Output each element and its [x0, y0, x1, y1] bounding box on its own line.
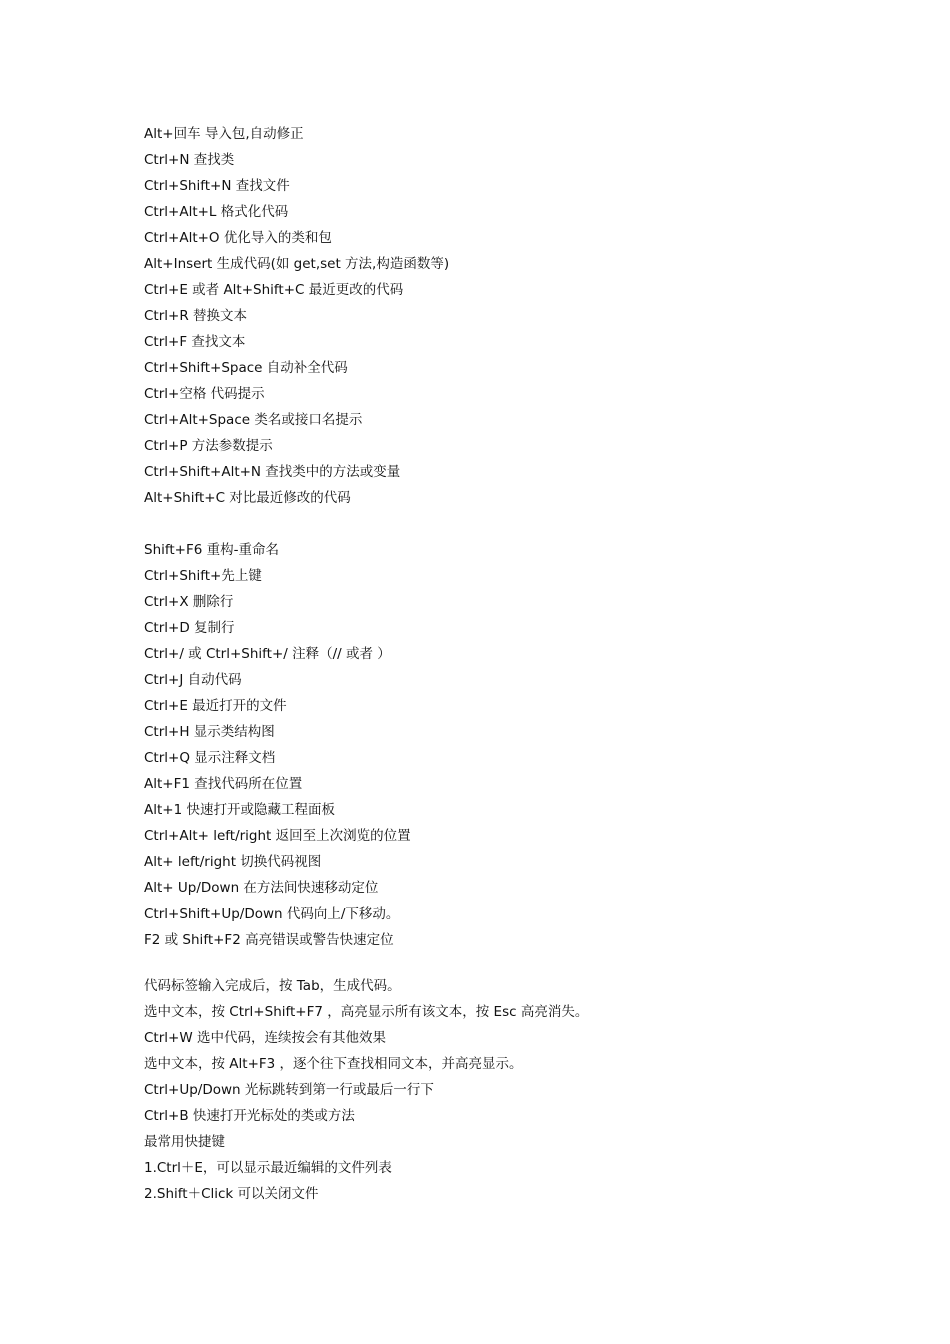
shortcut-line: Ctrl+E 或者 Alt+Shift+C 最近更改的代码 [144, 282, 404, 298]
shortcut-line: Alt+1 快速打开或隐藏工程面板 [144, 802, 335, 818]
shortcut-line: Ctrl+Q 显示注释文档 [144, 750, 276, 766]
shortcut-line: Ctrl+P 方法参数提示 [144, 438, 273, 454]
shortcut-line: Ctrl+Alt+ left/right 返回至上次浏览的位置 [144, 828, 411, 844]
shortcut-line: Ctrl+空格 代码提示 [144, 386, 265, 402]
shortcut-line: 选中文本，按 Ctrl+Shift+F7 ，高亮显示所有该文本，按 Esc 高亮消失。 [144, 1004, 589, 1020]
shortcut-line: Ctrl+Shift+Up/Down 代码向上/下移动。 [144, 906, 400, 922]
shortcut-line: Alt+回车 导入包,自动修正 [144, 126, 304, 142]
shortcut-line: Ctrl+Alt+Space 类名或接口名提示 [144, 412, 363, 428]
shortcut-line: Ctrl+D 复制行 [144, 620, 235, 636]
section-spacer [144, 953, 864, 973]
shortcut-line: 代码标签输入完成后，按 Tab，生成代码。 [144, 978, 401, 994]
shortcut-line: Alt+F1 查找代码所在位置 [144, 776, 303, 792]
shortcut-line: Alt+ left/right 切换代码视图 [144, 854, 322, 870]
shortcut-line: Ctrl+Alt+O 优化导入的类和包 [144, 230, 332, 246]
shortcut-line: F2 或 Shift+F2 高亮错误或警告快速定位 [144, 932, 394, 948]
shortcut-line: Ctrl+Shift+N 查找文件 [144, 178, 290, 194]
shortcut-line: 2.Shift＋Click 可以关闭文件 [144, 1186, 319, 1202]
shortcut-line: Ctrl+Shift+Alt+N 查找类中的方法或变量 [144, 464, 401, 480]
shortcut-line: Alt+Insert 生成代码(如 get,set 方法,构造函数等) [144, 256, 450, 272]
shortcut-line: Ctrl+F 查找文本 [144, 334, 246, 350]
shortcut-line: Ctrl+Up/Down 光标跳转到第一行或最后一行下 [144, 1082, 434, 1098]
shortcut-line: 1.Ctrl＋E，可以显示最近编辑的文件列表 [144, 1160, 392, 1176]
shortcut-line: Ctrl+W 选中代码，连续按会有其他效果 [144, 1030, 386, 1046]
section-spacer [144, 511, 864, 537]
shortcut-line: Ctrl+Shift+先上键 [144, 568, 262, 584]
shortcut-section-editing [144, 537, 864, 953]
shortcut-line: Ctrl+R 替换文本 [144, 308, 248, 324]
shortcut-list [144, 121, 864, 1207]
shortcut-line: Ctrl+Shift+Space 自动补全代码 [144, 360, 348, 376]
shortcut-line: Ctrl+N 查找类 [144, 152, 235, 168]
shortcut-line: Ctrl+/ 或 Ctrl+Shift+/ 注释（// 或者 ） [144, 646, 391, 662]
shortcut-section-basic [144, 121, 864, 511]
shortcut-line: Ctrl+J 自动代码 [144, 672, 242, 688]
shortcut-line: Ctrl+X 删除行 [144, 594, 234, 610]
section-heading: 最常用快捷键 [144, 1134, 225, 1150]
shortcut-line: Ctrl+H 显示类结构图 [144, 724, 275, 740]
shortcut-line: Alt+Shift+C 对比最近修改的代码 [144, 490, 351, 506]
shortcut-line: Alt+ Up/Down 在方法间快速移动定位 [144, 880, 379, 896]
shortcut-line: Ctrl+Alt+L 格式化代码 [144, 204, 289, 220]
shortcut-line: 选中文本，按 Alt+F3 ，逐个往下查找相同文本，并高亮显示。 [144, 1056, 523, 1072]
shortcut-section-tips [144, 973, 864, 1207]
shortcut-line: Shift+F6 重构-重命名 [144, 542, 280, 558]
shortcut-line: Ctrl+B 快速打开光标处的类或方法 [144, 1108, 355, 1124]
shortcut-line: Ctrl+E 最近打开的文件 [144, 698, 287, 714]
